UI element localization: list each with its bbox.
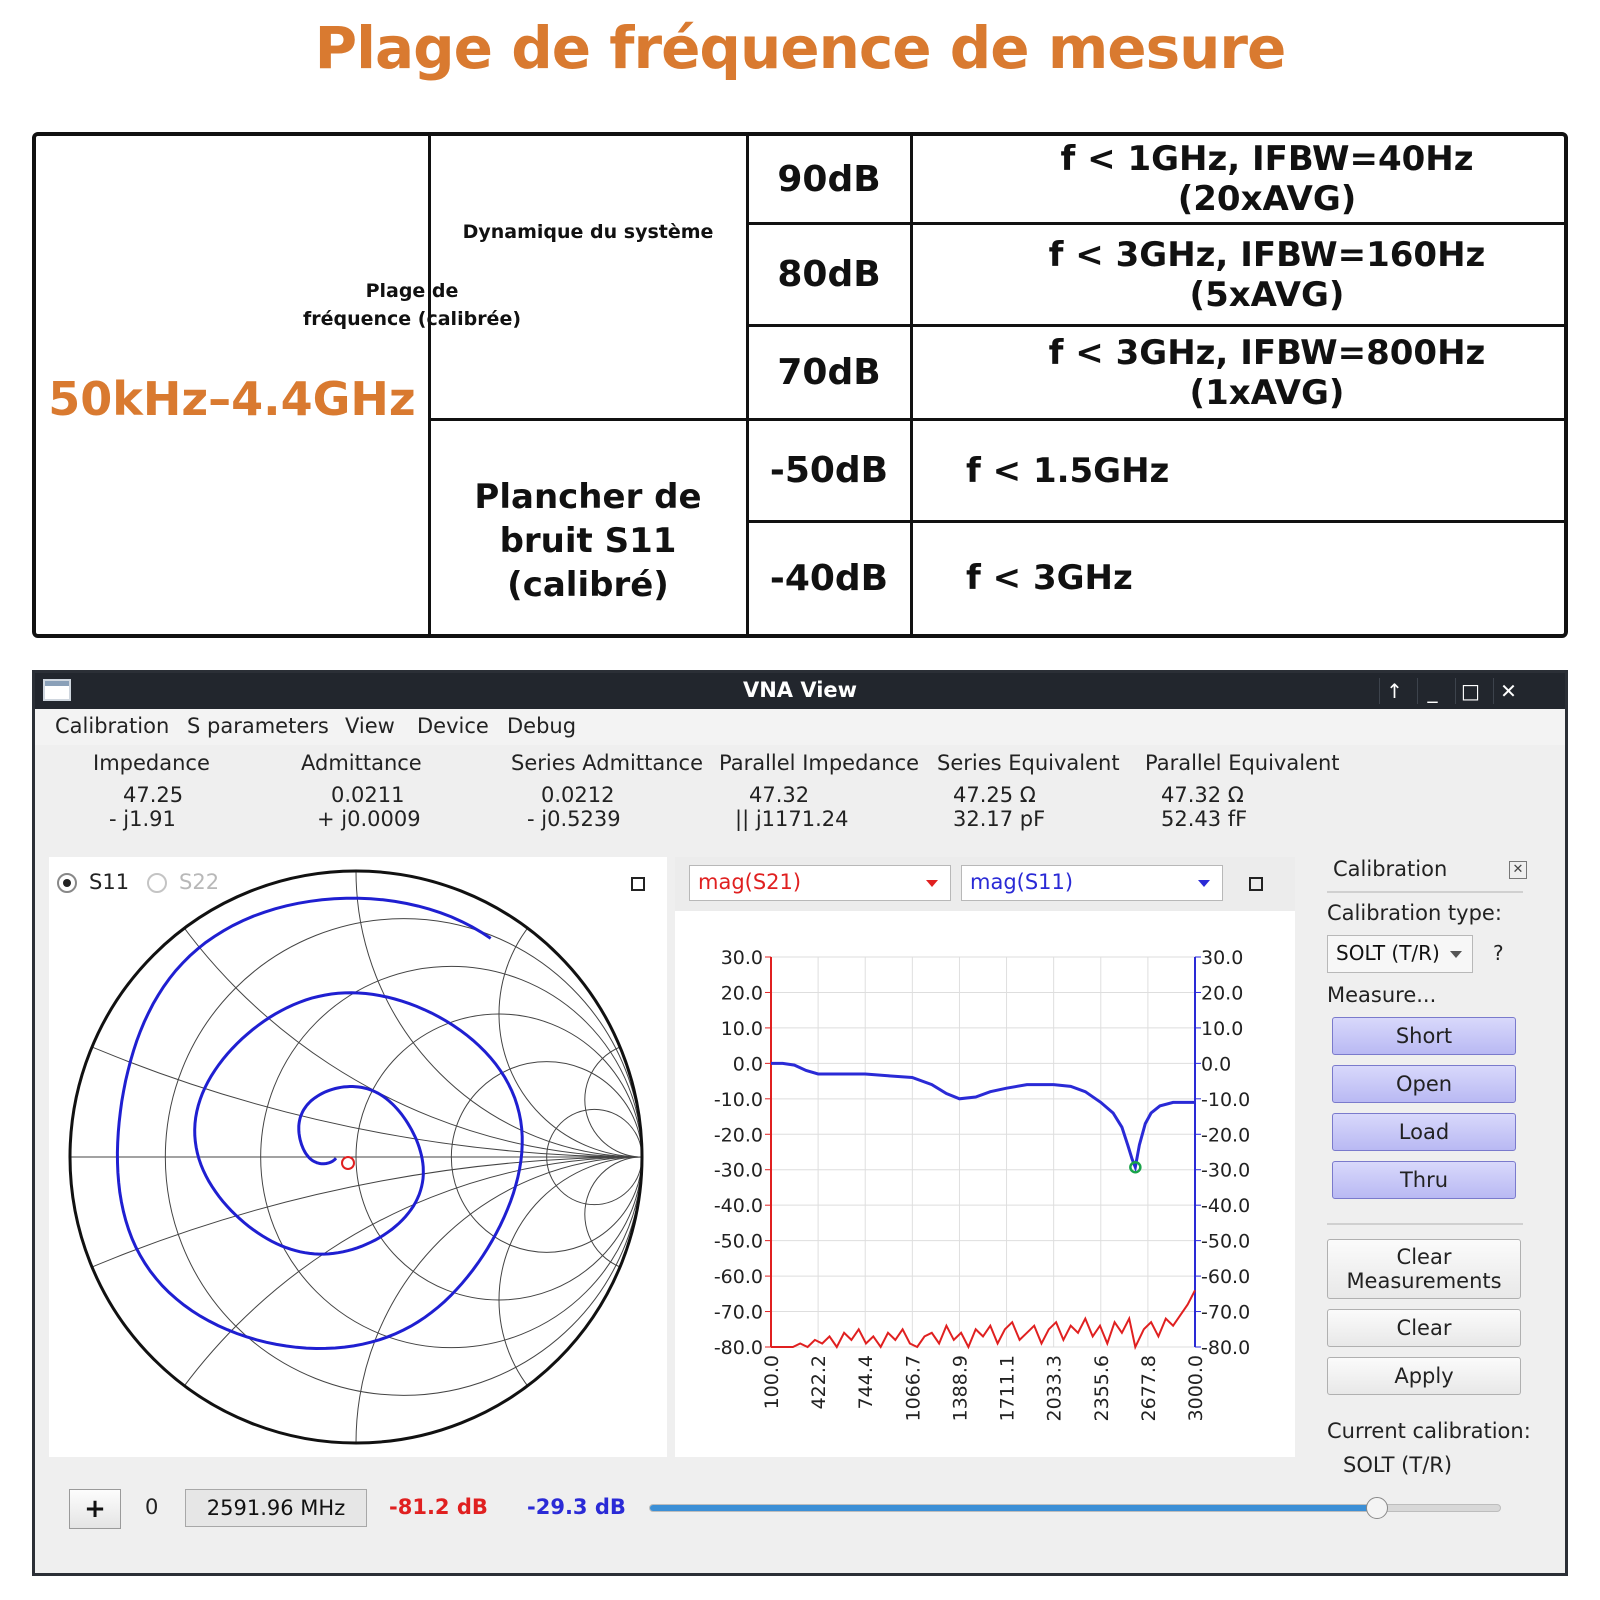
reactance-arc — [499, 871, 667, 1157]
menu-calibration[interactable]: Calibration — [55, 714, 170, 738]
current-calibration-value: SOLT (T/R) — [1343, 1453, 1453, 1477]
freq-range-label-line1: Plage de — [365, 280, 459, 302]
readout-header: Admittance — [301, 751, 422, 775]
s11-trace — [117, 898, 522, 1348]
spec-condition: f < 1.5GHz — [966, 450, 1170, 491]
y-tick-label-left: -30.0 — [713, 1159, 763, 1182]
vna-window — [32, 670, 1568, 1576]
calibration-type-select[interactable] — [1327, 935, 1473, 973]
close-icon[interactable]: ✕ — [1509, 861, 1527, 879]
freq-range-label — [272, 270, 552, 340]
smith-chart[interactable] — [49, 857, 667, 1457]
measure-short-button[interactable]: Short — [1332, 1017, 1516, 1055]
readout-value: || j1171.24 — [735, 807, 849, 831]
menu-debug[interactable]: Debug — [507, 714, 577, 738]
marker-bar — [35, 1481, 1565, 1541]
separator — [1327, 1223, 1523, 1225]
help-icon[interactable]: ? — [1493, 941, 1504, 965]
calibration-title: Calibration — [1333, 857, 1448, 881]
y-tick-label-right: 0.0 — [1201, 1053, 1232, 1076]
readout-header: Parallel Impedance — [719, 751, 920, 775]
measure-open-button[interactable]: Open — [1332, 1065, 1516, 1103]
x-tick-label: 1066.7 — [902, 1355, 925, 1422]
chevron-down-icon — [1450, 951, 1462, 958]
spec-condition: f < 3GHz — [966, 558, 1133, 598]
smith-grid — [49, 857, 667, 1457]
slider-fill — [650, 1505, 1377, 1511]
frequency-slider[interactable] — [649, 1504, 1501, 1512]
readout-value: - j1.91 — [109, 807, 176, 831]
marker-s21-value: -81.2 dB — [389, 1495, 488, 1519]
measure-label: Measure... — [1327, 983, 1437, 1007]
spec-db-value: 90dB — [777, 158, 881, 200]
page-title: Plage de fréquence de mesure — [314, 14, 1286, 82]
calibration-panel — [1325, 857, 1531, 1497]
freq-range-label-line2: fréquence (calibrée) — [302, 308, 522, 330]
y-tick-label-right: -20.0 — [1201, 1124, 1251, 1147]
x-tick-label: 100.0 — [761, 1355, 783, 1410]
y-tick-label-left: -10.0 — [713, 1088, 763, 1111]
readout-value: 0.0212 — [541, 783, 615, 807]
graph-panel — [675, 857, 1295, 1457]
pin-up-icon[interactable]: ↑ — [1379, 678, 1409, 704]
readout-series-admittance — [511, 751, 721, 831]
dynamic-range-label: Dynamique du système — [462, 221, 714, 243]
y-tick-label-left: 20.0 — [720, 982, 763, 1005]
spec-condition: f < 3GHz, IFBW=160Hz (5xAVG) — [1048, 234, 1486, 315]
current-calibration-label: Current calibration: — [1327, 1419, 1531, 1443]
add-marker-button[interactable]: + — [69, 1489, 121, 1529]
readout-value: 47.25 — [123, 783, 184, 807]
clear-button[interactable]: Clear — [1327, 1309, 1521, 1347]
window-title: VNA View — [742, 678, 858, 702]
spec-table — [32, 132, 1568, 638]
noise-floor-line1: Plancher de — [474, 477, 702, 517]
readout-parallel-impedance — [719, 751, 929, 831]
y-tick-label-right: 10.0 — [1201, 1017, 1244, 1040]
spec-condition: f < 1GHz, IFBW=40Hz (20xAVG) — [1060, 139, 1474, 219]
y-tick-label-right: 30.0 — [1201, 947, 1244, 969]
smith-marker — [342, 1157, 354, 1169]
y-tick-label-left: -80.0 — [713, 1337, 763, 1359]
maximize-button[interactable]: □ — [1455, 678, 1485, 704]
calibration-type-label: Calibration type: — [1327, 901, 1502, 925]
menu-device[interactable]: Device — [417, 714, 489, 738]
noise-floor-line3: (calibré) — [507, 565, 669, 605]
spec-db-value: -50dB — [769, 450, 889, 491]
marker-s11-value: -29.3 dB — [527, 1495, 626, 1519]
menu-view[interactable]: View — [345, 714, 395, 738]
x-tick-label: 744.4 — [855, 1355, 878, 1410]
s11-magnitude-line — [771, 1063, 1195, 1167]
magnitude-chart[interactable] — [675, 857, 1295, 1457]
readout-header: Series Equivalent — [937, 751, 1120, 775]
y-tick-label-left: -50.0 — [713, 1230, 763, 1253]
readout-impedance — [93, 751, 303, 831]
s11-radio-label: S11 — [89, 870, 130, 894]
spec-condition: f < 3GHz, IFBW=800Hz (1xAVG) — [1048, 332, 1486, 413]
readout-value: 52.43 fF — [1161, 807, 1248, 831]
y-tick-label-left: -20.0 — [713, 1124, 763, 1147]
reactance-arc — [499, 1157, 667, 1443]
y-tick-label-left: -40.0 — [713, 1195, 763, 1218]
x-tick-label: 1711.1 — [996, 1355, 1019, 1422]
freq-range-value: 50kHz–4.4GHz — [48, 372, 416, 426]
minimize-button[interactable]: _ — [1417, 678, 1447, 704]
clear-measurements-line2: Measurements — [1346, 1269, 1502, 1293]
y-tick-label-left: -70.0 — [713, 1301, 763, 1324]
readout-value: 47.32 Ω — [1161, 783, 1244, 807]
x-tick-label: 2033.3 — [1043, 1355, 1066, 1422]
readout-value: 32.17 pF — [953, 807, 1046, 831]
separator — [1327, 891, 1523, 893]
x-tick-label: 1388.9 — [949, 1355, 972, 1422]
s21-magnitude-line — [771, 1290, 1195, 1347]
readout-value: 47.25 Ω — [953, 783, 1036, 807]
y-tick-label-right: -70.0 — [1201, 1301, 1251, 1324]
title-bar — [35, 673, 1565, 709]
trace-select-left-value: mag(S21) — [698, 870, 802, 894]
readout-value: 0.0211 — [331, 783, 405, 807]
marker-readouts — [35, 745, 1565, 857]
readout-header: Impedance — [93, 751, 210, 775]
close-button[interactable]: ✕ — [1493, 678, 1523, 704]
readout-admittance — [301, 751, 511, 831]
y-tick-label-left: 30.0 — [720, 947, 763, 969]
spec-db-value: 70dB — [777, 352, 881, 393]
clear-measurements-button[interactable] — [1327, 1239, 1521, 1299]
clear-measurements-line1: Clear — [1396, 1245, 1452, 1269]
noise-floor-label — [430, 466, 746, 616]
smith-chart-panel — [49, 857, 667, 1457]
y-tick-label-left: 10.0 — [720, 1017, 763, 1040]
y-tick-label-right: -30.0 — [1201, 1159, 1251, 1182]
apply-button[interactable]: Apply — [1327, 1357, 1521, 1395]
x-tick-label: 3000.0 — [1185, 1355, 1207, 1422]
y-tick-label-right: -60.0 — [1201, 1266, 1251, 1289]
spec-db-value: 80dB — [777, 254, 881, 295]
s22-radio-label: S22 — [179, 870, 220, 894]
measure-load-button[interactable]: Load — [1332, 1113, 1516, 1151]
x-tick-label: 2677.8 — [1137, 1355, 1160, 1422]
spec-db-value: -40dB — [769, 557, 889, 599]
marker-frequency-field[interactable]: 2591.96 MHz — [185, 1489, 367, 1527]
readout-value: + j0.0009 — [317, 807, 421, 831]
readout-parallel-equivalent — [1145, 751, 1355, 831]
readout-header: Parallel Equivalent — [1145, 751, 1340, 775]
slider-handle[interactable] — [1366, 1497, 1388, 1519]
readout-value: - j0.5239 — [527, 807, 621, 831]
y-tick-label-left: -60.0 — [713, 1266, 763, 1289]
y-tick-label-left: 0.0 — [732, 1053, 763, 1076]
menu-s-parameters[interactable]: S parameters — [187, 714, 329, 738]
y-tick-label-right: -10.0 — [1201, 1088, 1251, 1111]
calibration-type-value: SOLT (T/R) — [1336, 941, 1440, 965]
readout-value: 47.32 — [749, 783, 810, 807]
measure-thru-button[interactable]: Thru — [1332, 1161, 1516, 1199]
x-tick-label: 2355.6 — [1090, 1355, 1113, 1422]
readout-series-equivalent — [937, 751, 1147, 831]
menu-bar — [35, 709, 1565, 745]
readout-header: Series Admittance — [511, 751, 703, 775]
marker-index: 0 — [145, 1495, 159, 1519]
trace-select-right-value: mag(S11) — [970, 870, 1074, 894]
y-tick-label-right: -50.0 — [1201, 1230, 1251, 1253]
y-tick-label-right: -80.0 — [1201, 1337, 1251, 1359]
y-tick-label-right: -40.0 — [1201, 1195, 1251, 1218]
y-tick-label-right: 20.0 — [1201, 982, 1244, 1005]
noise-floor-line2: bruit S11 — [499, 521, 677, 561]
x-tick-label: 422.2 — [808, 1355, 831, 1410]
